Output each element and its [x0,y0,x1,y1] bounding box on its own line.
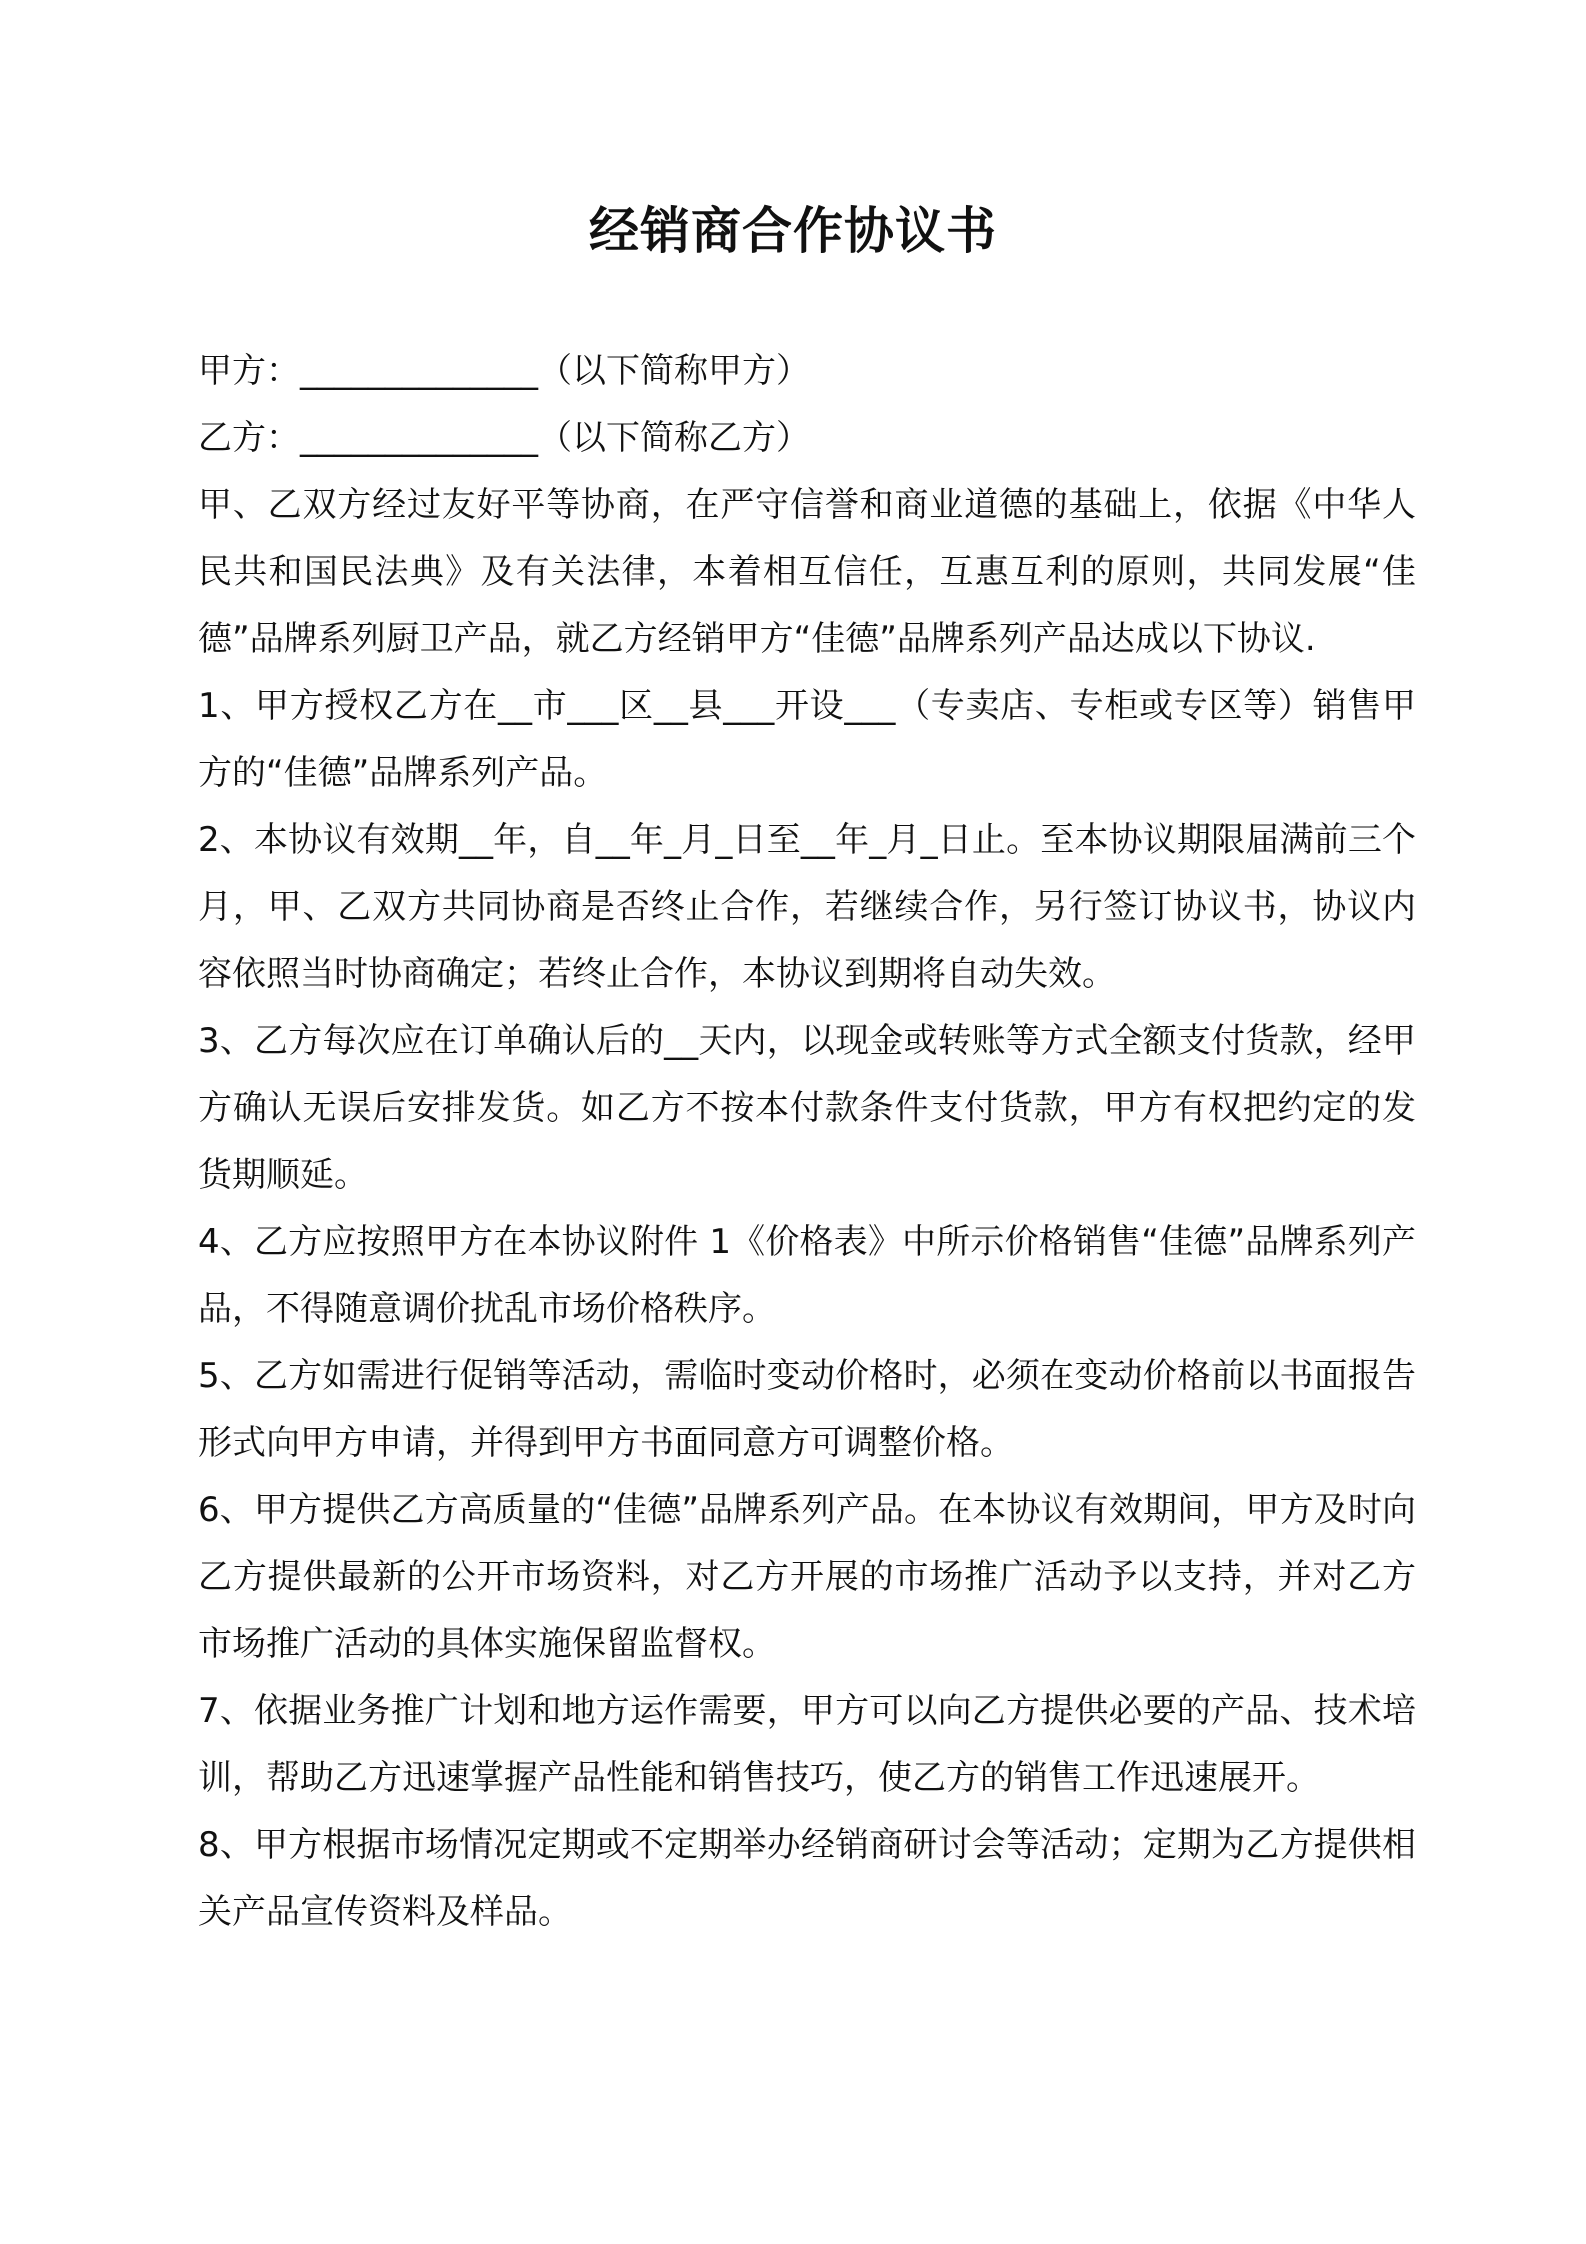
document-body [198,338,1416,1946]
preamble-paragraph: 甲、乙双方经过友好平等协商，在严守信誉和商业道德的基础上，依据《中华人民共和国民法典》及有关法律，本着相互信任，互惠互利的原则，共同发展“佳德”品牌系列厨卫产品，就乙方经销甲方“佳德”品牌系列产品达成以下协议. [198,485,1416,659]
clause-4: 4、乙方应按照甲方在本协议附件 1《价格表》中所示价格销售“佳德”品牌系列产品，不得随意调价扰乱市场价格秩序。 [198,1222,1416,1329]
clause-3: 3、乙方每次应在订单确认后的__天内，以现金或转账等方式全额支付货款，经甲方确认无误后安排发货。如乙方不按本付款条件支付货款，甲方有权把约定的发货期顺延。 [198,1021,1416,1195]
clause-6: 6、甲方提供乙方高质量的“佳德”品牌系列产品。在本协议有效期间，甲方及时向乙方提供最新的公开市场资料，对乙方开展的市场推广活动予以支持，并对乙方市场推广活动的具体实施保留监督权。 [198,1490,1416,1664]
clause-7: 7、依据业务推广计划和地方运作需要，甲方可以向乙方提供必要的产品、技术培训，帮助乙方迅速掌握产品性能和销售技巧，使乙方的销售工作迅速展开。 [198,1691,1416,1798]
document-title: 经销商合作协议书 [589,202,997,260]
clause-8: 8、甲方根据市场情况定期或不定期举办经销商研讨会等活动；定期为乙方提供相关产品宣传资料及样品。 [198,1825,1416,1932]
clause-1: 1、甲方授权乙方在__市___区__县___开设___（专卖店、专柜或专区等）销售甲方的“佳德”品牌系列产品。 [198,686,1416,793]
clause-5: 5、乙方如需进行促销等活动，需临时变动价格时，必须在变动价格前以书面报告形式向甲方申请，并得到甲方书面同意方可调整价格。 [198,1356,1416,1463]
party-b-line: 乙方：______________（以下简称乙方） [198,418,810,458]
clause-2: 2、本协议有效期__年，自__年_月_日至__年_月_日止。至本协议期限届满前三个月，甲、乙双方共同协商是否终止合作，若继续合作，另行签订协议书，协议内容依照当时协商确定；若终止合作，本协议到期将自动失效。 [198,820,1416,994]
party-a-line: 甲方：______________（以下简称甲方） [198,351,810,391]
